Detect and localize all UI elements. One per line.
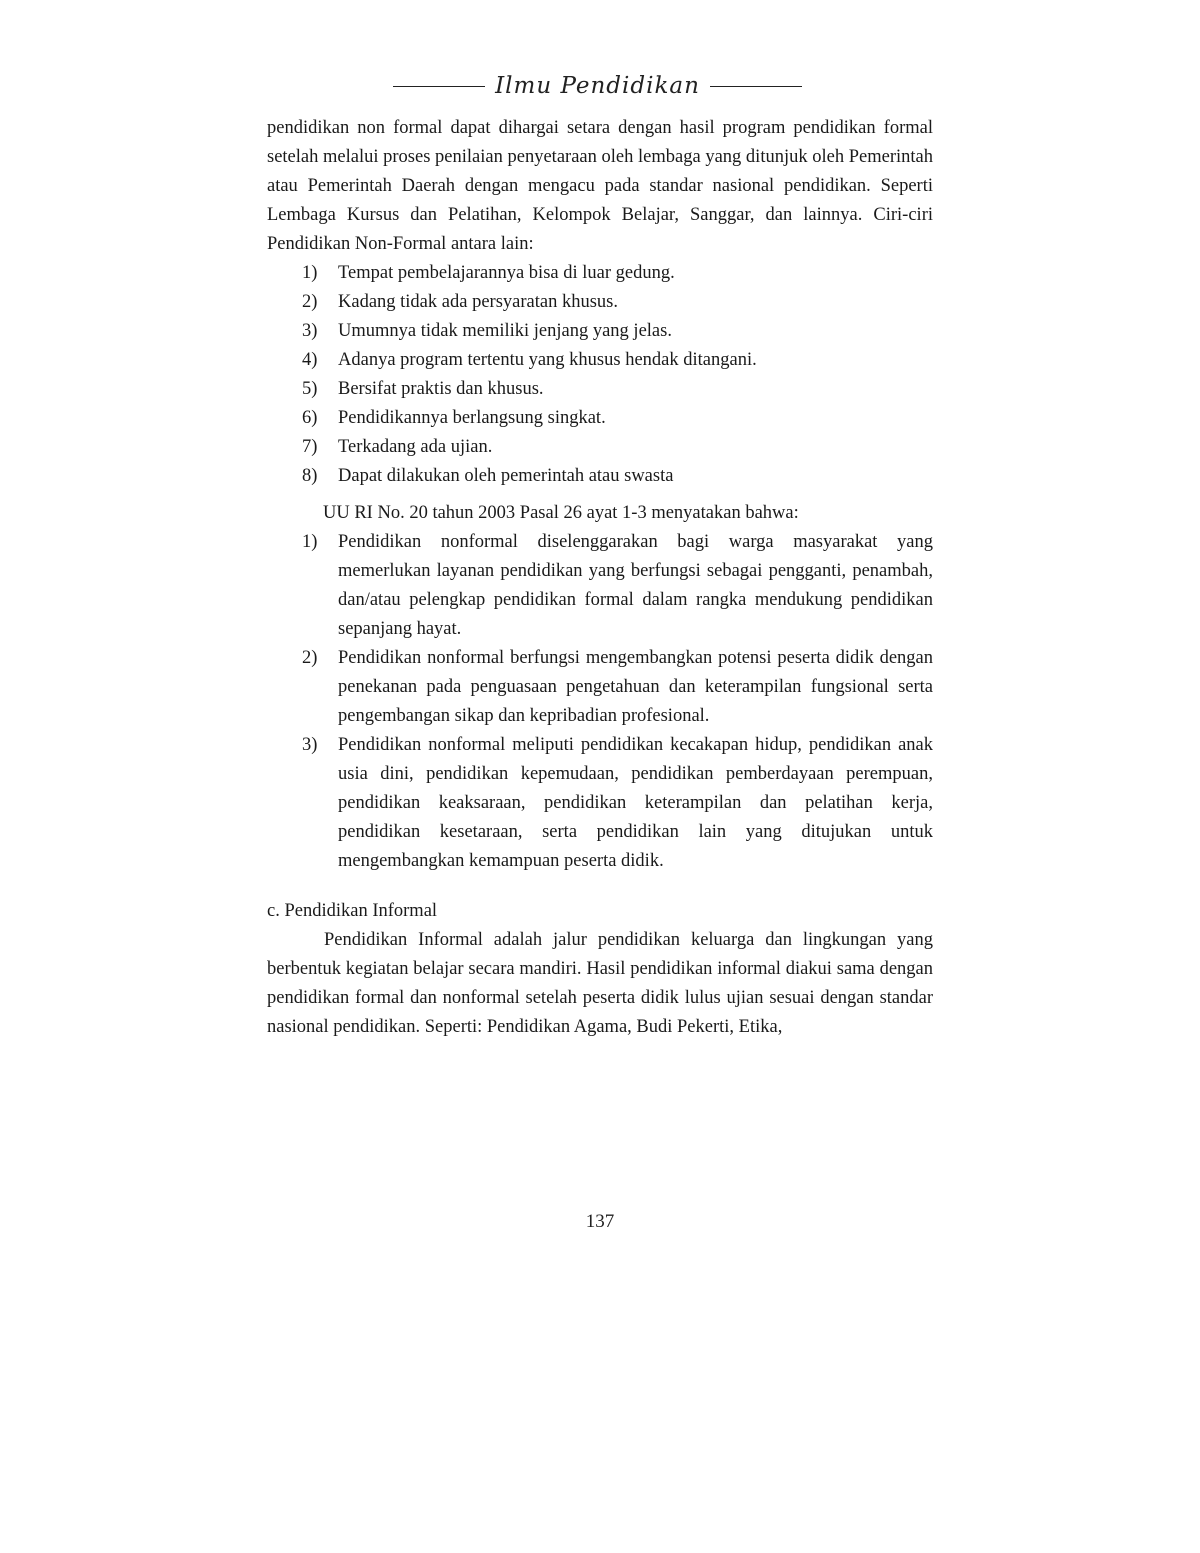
law-statement: UU RI No. 20 tahun 2003 Pasal 26 ayat 1-3 menyatakan bahwa:	[323, 503, 799, 523]
header-rule-right	[710, 86, 802, 87]
list-item-text: Pendidikan nonformal diselenggarakan bagi warga masyarakat yang memerlukan layanan pendidikan yang berfungsi sebagai pengganti, penambah, dan/atau pelengkap pendidikan formal dalam rangka mendukung pendidikan sepanjang hayat.	[338, 532, 933, 639]
list-item-number: 1)	[302, 263, 318, 283]
list-item-number: 6)	[302, 408, 318, 428]
law-points-list	[267, 528, 933, 876]
list-item	[267, 375, 933, 404]
list-item-number: 3)	[302, 735, 318, 755]
list-item-text: Adanya program tertentu yang khusus hendak ditangani.	[338, 350, 757, 370]
list-item-text: Pendidikan nonformal meliputi pendidikan kecakapan hidup, pendidikan anak usia dini, pendidikan kepemudaan, pendidikan pemberdayaan perempuan, pendidikan keaksaraan, pendidikan keterampilan dan pelatihan kerja, pendidikan kesetaraan, serta pendidikan lain yang ditujukan untuk mengembangkan kemampuan peserta didik.	[338, 735, 933, 871]
list-item-text: Umumnya tidak memiliki jenjang yang jelas.	[338, 321, 672, 341]
page-number: 137	[585, 1211, 615, 1232]
list-item	[267, 731, 933, 876]
list-item	[267, 259, 933, 288]
list-item	[267, 404, 933, 433]
list-item-number: 2)	[302, 648, 318, 668]
list-item-number: 8)	[302, 466, 318, 486]
list-item	[267, 528, 933, 644]
list-item-text: Dapat dilakukan oleh pemerintah atau swasta	[338, 466, 674, 486]
list-item-text: Pendidikannya berlangsung singkat.	[338, 408, 606, 428]
list-item	[267, 462, 933, 491]
list-item-number: 4)	[302, 350, 318, 370]
list-item	[267, 433, 933, 462]
list-item-text: Tempat pembelajarannya bisa di luar gedung.	[338, 263, 675, 283]
informal-paragraph: Pendidikan Informal adalah jalur pendidikan keluarga dan lingkungan yang berbentuk kegiatan belajar secara mandiri. Hasil pendidikan informal diakui sama dengan pendidikan formal dan nonformal setelah peserta didik lulus ujian sesuai dengan standar nasional pendidikan. Seperti: Pendidikan Agama, Budi Pekerti, Etika,	[267, 930, 933, 1037]
header-rule-left	[393, 86, 485, 87]
list-item-text: Bersifat praktis dan khusus.	[338, 379, 544, 399]
section-heading: c. Pendidikan Informal	[267, 901, 438, 921]
list-item	[267, 288, 933, 317]
list-item-text: Terkadang ada ujian.	[338, 437, 493, 457]
characteristics-list	[267, 259, 933, 491]
list-item-text: Pendidikan nonformal berfungsi mengembangkan potensi peserta didik dengan penekanan pada penguasaan pengetahuan dan keterampilan fungsional serta pengembangan sikap dan kepribadian profesional.	[338, 648, 933, 726]
list-item-number: 7)	[302, 437, 318, 457]
intro-paragraph: pendidikan non formal dapat dihargai setara dengan hasil program pendidikan formal setelah melalui proses penilaian penyetaraan oleh lembaga yang ditunjuk oleh Pemerintah atau Pemerintah Daerah dengan mengacu pada standar nasional pendidikan. Seperti Lembaga Kursus dan Pelatihan, Kelompok Belajar, Sanggar, dan lainnya. Ciri-ciri Pendidikan Non-Formal antara lain:	[267, 118, 933, 254]
list-item-number: 1)	[302, 532, 318, 552]
running-header-title: Ilmu Pendidikan	[495, 73, 700, 99]
list-item-text: Kadang tidak ada persyaratan khusus.	[338, 292, 618, 312]
list-item	[267, 317, 933, 346]
list-item	[267, 644, 933, 731]
list-item-number: 2)	[302, 292, 318, 312]
list-item-number: 5)	[302, 379, 318, 399]
book-page	[267, 68, 933, 1042]
list-item-number: 3)	[302, 321, 318, 341]
list-item	[267, 346, 933, 375]
running-header	[262, 68, 933, 104]
